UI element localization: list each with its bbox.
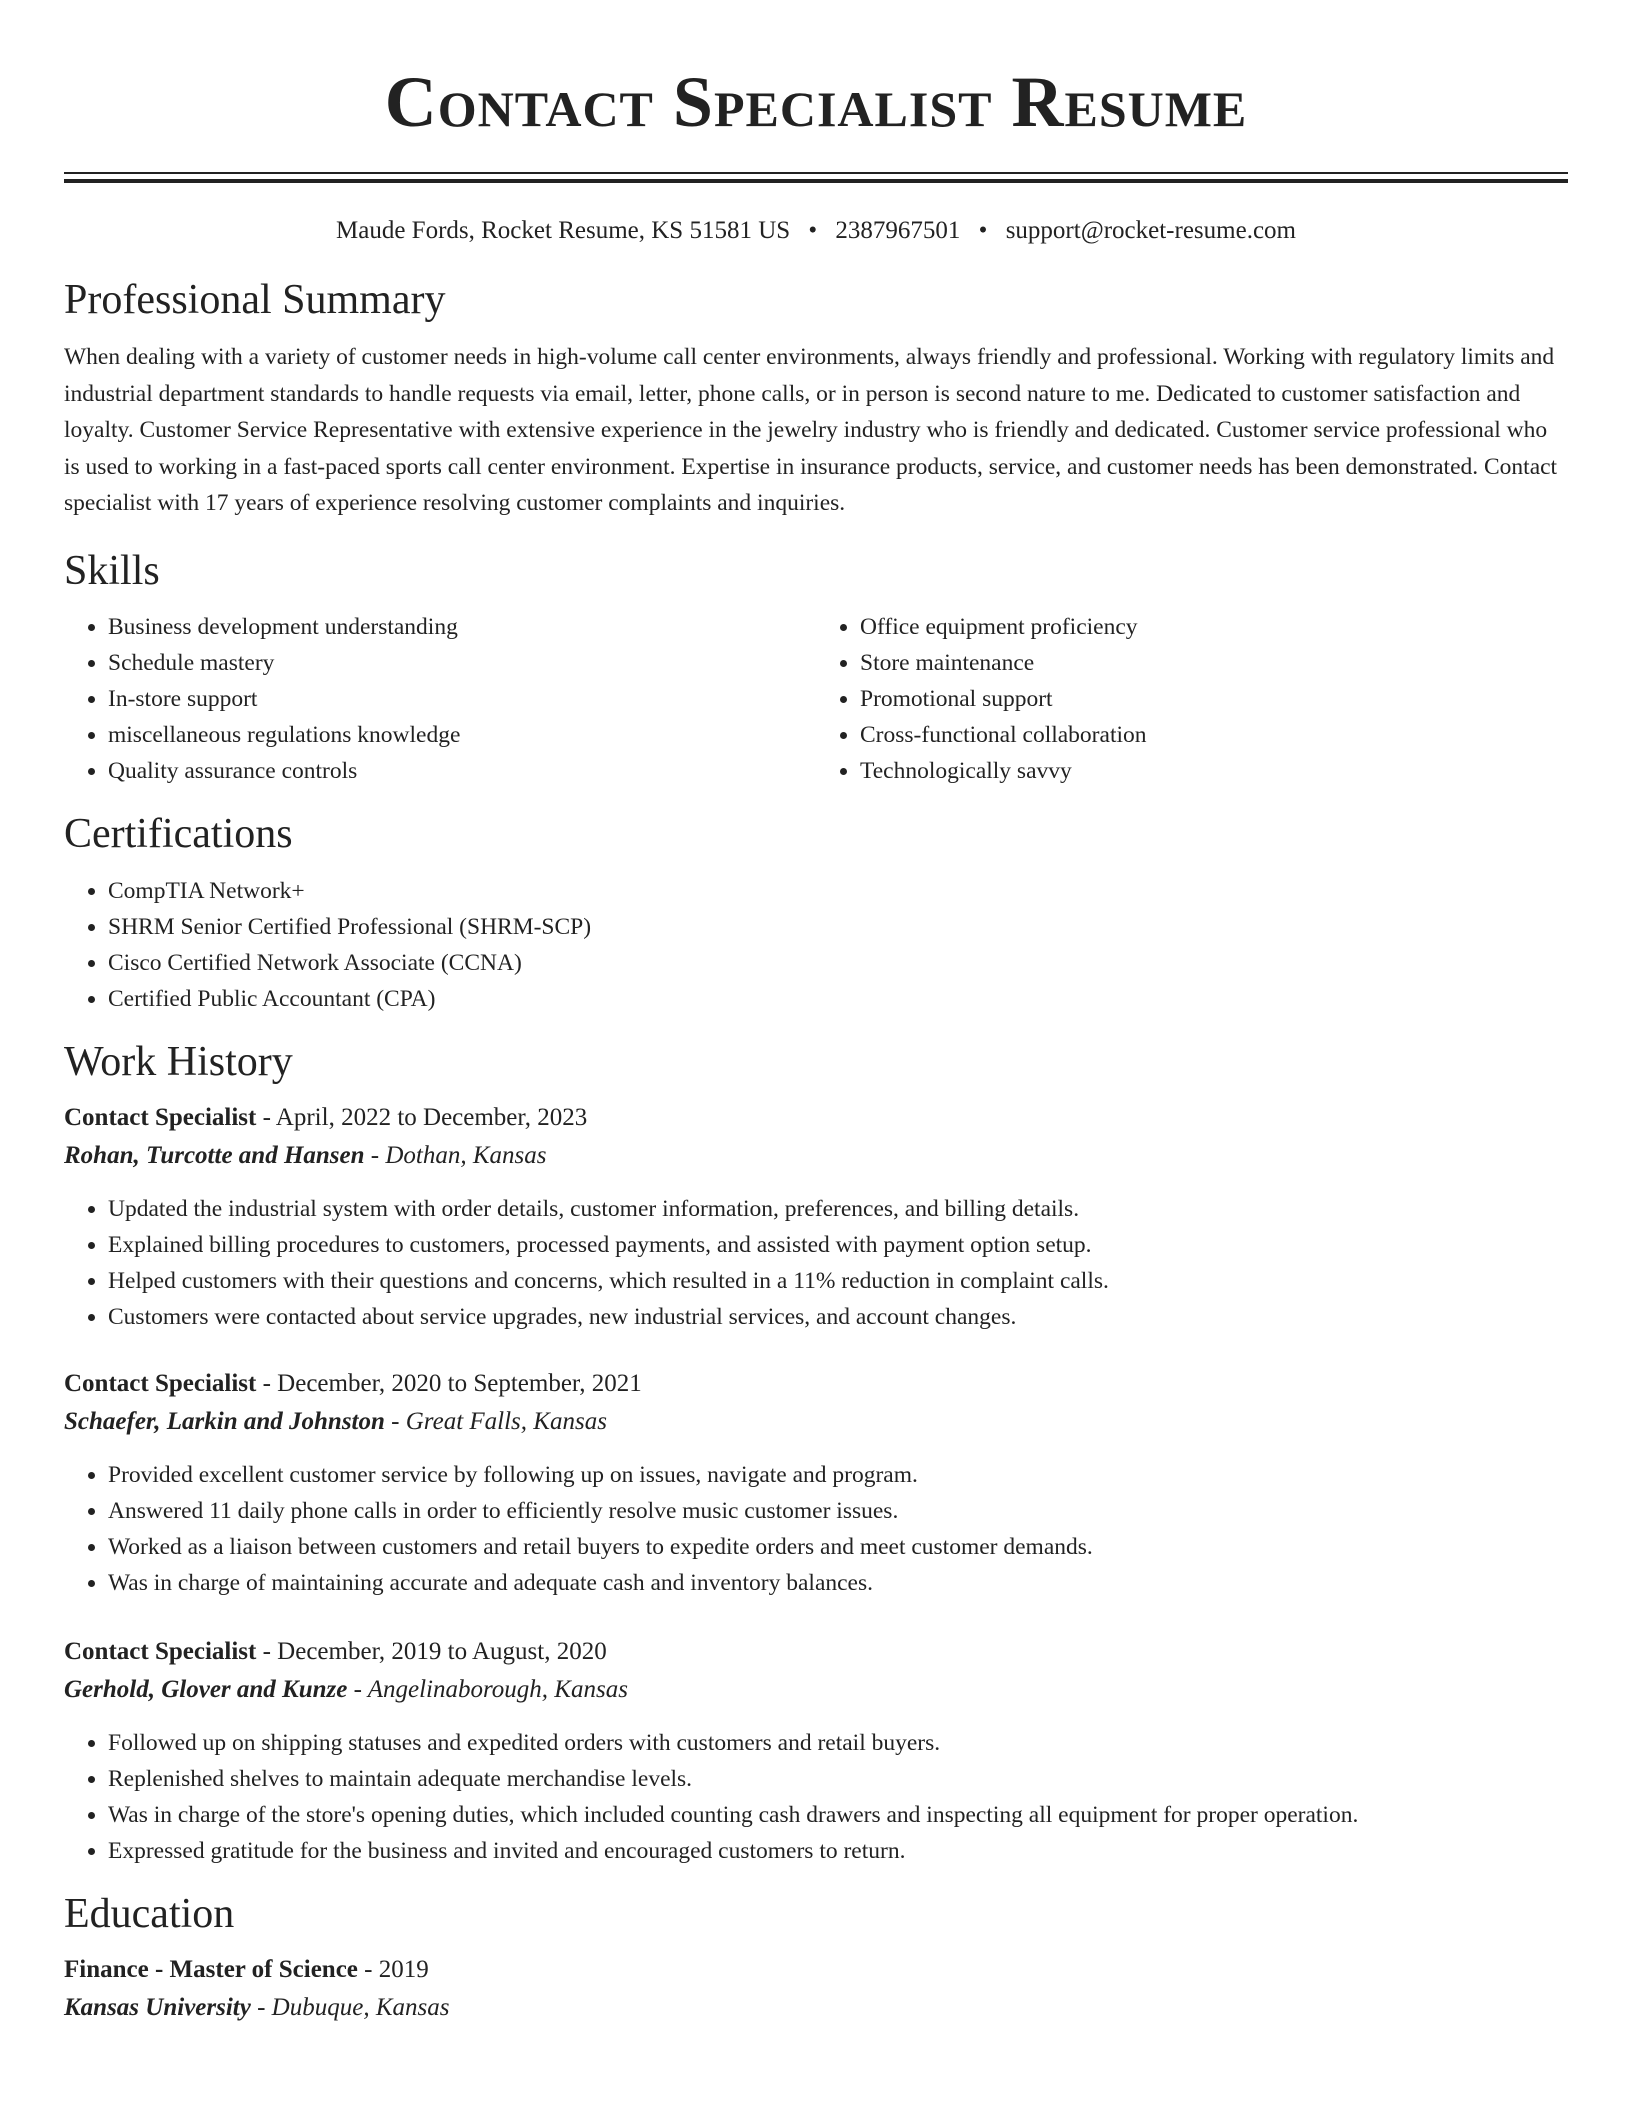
certification-item: • SHRM Senior Certified Professional (SHRM-SCP) bbox=[108, 909, 1568, 945]
job-title: Contact Specialist bbox=[64, 1370, 257, 1398]
skills-column-left bbox=[64, 609, 816, 789]
job-location: - Dothan, Kansas bbox=[364, 1142, 547, 1170]
job-bullet: • Expressed gratitude for the business and invited and encouraged customers to return. bbox=[108, 1833, 1568, 1869]
certification-item: • CompTIA Network+ bbox=[108, 873, 1568, 909]
work-history-heading: Work History bbox=[64, 1038, 293, 1085]
contact-address: Maude Fords, Rocket Resume, KS 51581 US bbox=[336, 217, 791, 244]
job-location: - Angelinaborough, Kansas bbox=[347, 1676, 628, 1704]
job-location: - Great Falls, Kansas bbox=[384, 1408, 607, 1436]
job-bullet: • Followed up on shipping statuses and expedited orders with customers and retail buyers. bbox=[108, 1725, 1568, 1761]
contact-phone: 2387967501 bbox=[835, 217, 961, 244]
job-dates: - December, 2019 to August, 2020 bbox=[256, 1638, 607, 1666]
job-company-line bbox=[64, 1671, 1568, 1709]
bullet-separator: • bbox=[978, 217, 988, 244]
resume-title: Contact Specialist Resume bbox=[384, 62, 1248, 142]
summary-heading: Professional Summary bbox=[64, 277, 446, 323]
education-degree-line bbox=[64, 1951, 1568, 1989]
bullet-separator: • bbox=[808, 217, 818, 244]
title-divider bbox=[64, 172, 1568, 183]
education-entry bbox=[64, 1951, 1568, 2027]
skill-item: • In-store support bbox=[108, 681, 816, 717]
job-bullet: • Answered 11 daily phone calls in order to efficiently resolve music customer issues. bbox=[108, 1493, 1568, 1529]
job-bullet: • Updated the industrial system with order details, customer information, preferences, and billing details. bbox=[108, 1191, 1568, 1227]
job-bullet: • Was in charge of maintaining accurate and adequate cash and inventory balances. bbox=[108, 1565, 1568, 1601]
job-company-line bbox=[64, 1403, 1568, 1441]
job-entry bbox=[64, 1099, 1568, 1335]
job-dates: - December, 2020 to September, 2021 bbox=[256, 1370, 642, 1398]
job-entry bbox=[64, 1633, 1568, 1869]
job-company-line bbox=[64, 1137, 1568, 1175]
job-dates: - April, 2022 to December, 2023 bbox=[256, 1104, 588, 1132]
summary-text: When dealing with a variety of customer needs in high-volume call center environments, always friendly and professional. Working with regulatory limits and industrial department standards to handle requests via email, letter, phone calls, or in person is second nature to me. Dedicated to customer satisfaction and loyalty. Customer Service Representative with extensive experience in the jewelry industry who is friendly and dedicated. Customer service professional who is used to working in a fast-paced sports call center environment. Expertise in insurance products, service, and customer needs has been demonstrated. Contact specialist with 17 years of experience resolving customer complaints and inquiries. bbox=[64, 344, 1558, 517]
skill-item: • Schedule mastery bbox=[108, 645, 816, 681]
certification-item: • Cisco Certified Network Associate (CCNA) bbox=[108, 945, 1568, 981]
skill-item: • Office equipment proficiency bbox=[860, 609, 1568, 645]
job-company: Gerhold, Glover and Kunze bbox=[64, 1676, 348, 1704]
certification-item: • Certified Public Accountant (CPA) bbox=[108, 981, 1568, 1017]
skills-column-right bbox=[816, 609, 1568, 789]
job-bullets bbox=[64, 1457, 1568, 1601]
job-bullets bbox=[64, 1191, 1568, 1335]
job-company: Schaefer, Larkin and Johnston bbox=[64, 1408, 385, 1436]
job-bullet: • Replenished shelves to maintain adequate merchandise levels. bbox=[108, 1761, 1568, 1797]
job-entry bbox=[64, 1365, 1568, 1601]
skills-heading: Skills bbox=[64, 547, 160, 594]
job-bullet: • Provided excellent customer service by following up on issues, navigate and program. bbox=[108, 1457, 1568, 1493]
job-company: Rohan, Turcotte and Hansen bbox=[64, 1142, 365, 1170]
job-title-line bbox=[64, 1099, 1568, 1137]
contact-email: support@rocket-resume.com bbox=[1005, 217, 1296, 244]
skill-item: • Store maintenance bbox=[860, 645, 1568, 681]
job-title-line bbox=[64, 1633, 1568, 1671]
education-location: - Dubuque, Kansas bbox=[250, 1994, 450, 2022]
skill-item: • Cross-functional collaboration bbox=[860, 717, 1568, 753]
certifications-list bbox=[64, 873, 1568, 1017]
job-bullets bbox=[64, 1725, 1568, 1869]
education-degree: Finance - Master of Science bbox=[64, 1956, 358, 1984]
job-bullet: • Explained billing procedures to customers, processed payments, and assisted with payment option setup. bbox=[108, 1227, 1568, 1263]
skill-item: • Promotional support bbox=[860, 681, 1568, 717]
job-title: Contact Specialist bbox=[64, 1638, 257, 1666]
job-bullet: • Helped customers with their questions and concerns, which resulted in a 11% reduction in complaint calls. bbox=[108, 1263, 1568, 1299]
contact-line bbox=[64, 213, 1568, 249]
skills-list bbox=[64, 609, 1568, 789]
job-title: Contact Specialist bbox=[64, 1104, 257, 1132]
job-bullet: • Was in charge of the store's opening duties, which included counting cash drawers and inspecting all equipment for proper operation. bbox=[108, 1797, 1568, 1833]
skill-item: • Business development understanding bbox=[108, 609, 816, 645]
job-bullet: • Worked as a liaison between customers and retail buyers to expedite orders and meet customer demands. bbox=[108, 1529, 1568, 1565]
job-bullet: • Customers were contacted about service upgrades, new industrial services, and account changes. bbox=[108, 1299, 1568, 1335]
certifications-heading: Certifications bbox=[64, 811, 293, 858]
education-school: Kansas University bbox=[64, 1994, 251, 2022]
job-title-line bbox=[64, 1365, 1568, 1403]
skill-item: • Quality assurance controls bbox=[108, 753, 816, 789]
skill-item: • Technologically savvy bbox=[860, 753, 1568, 789]
education-year: - 2019 bbox=[357, 1956, 429, 1984]
skill-item: • miscellaneous regulations knowledge bbox=[108, 717, 816, 753]
education-heading: Education bbox=[64, 1891, 235, 1938]
education-school-line bbox=[64, 1989, 1568, 2027]
